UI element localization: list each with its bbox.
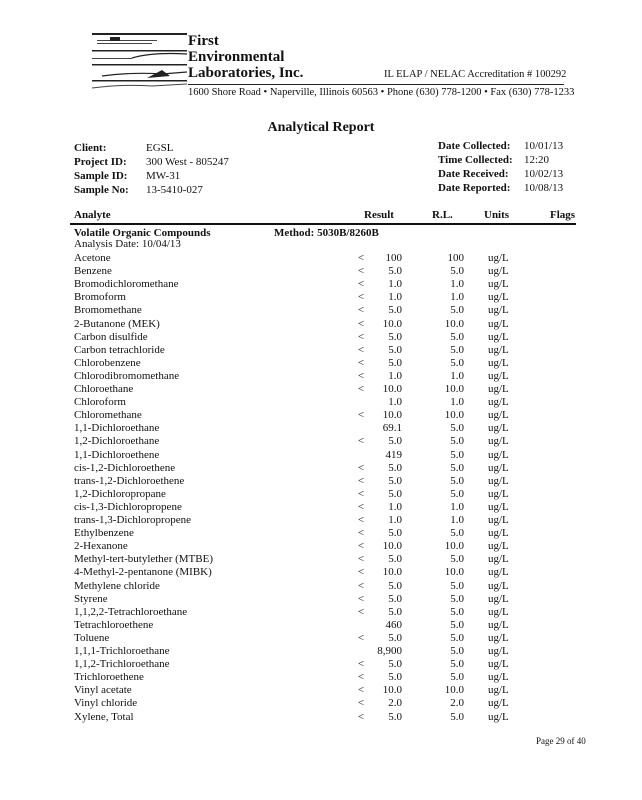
table-row bbox=[0, 632, 642, 645]
result-cell: 69.1 bbox=[382, 422, 402, 435]
analyte-cell: Chloromethane bbox=[74, 409, 142, 422]
analyte-cell: Chlorodibromomethane bbox=[74, 369, 180, 382]
result-cell: 419 bbox=[385, 448, 402, 461]
table-row bbox=[0, 422, 642, 435]
units-cell: ug/L bbox=[488, 448, 509, 461]
result-cell: 5.0 bbox=[388, 265, 402, 278]
analyte-cell: Methyl-tert-butylether (MTBE) bbox=[74, 553, 213, 566]
rl-cell: 5.0 bbox=[450, 553, 464, 566]
units-cell: ug/L bbox=[488, 356, 509, 369]
units-cell: ug/L bbox=[488, 605, 509, 618]
analyte-cell: 2-Hexanone bbox=[74, 540, 128, 553]
table-row bbox=[0, 606, 642, 619]
analyte-cell: Benzene bbox=[74, 265, 112, 278]
rl-cell: 5.0 bbox=[450, 592, 464, 605]
units-cell: ug/L bbox=[488, 684, 509, 697]
column-header-rl: R.L. bbox=[432, 209, 453, 221]
analyte-cell: Bromoform bbox=[74, 291, 126, 304]
result-cell: 5.0 bbox=[388, 658, 402, 671]
rl-cell: 5.0 bbox=[450, 435, 464, 448]
rl-cell: 5.0 bbox=[450, 527, 464, 540]
units-cell: ug/L bbox=[488, 474, 509, 487]
units-cell: ug/L bbox=[488, 566, 509, 579]
table-row bbox=[0, 396, 642, 409]
date-received-label: Date Received: bbox=[438, 168, 509, 180]
result-cell: 5.0 bbox=[388, 435, 402, 448]
rl-cell: 5.0 bbox=[450, 343, 464, 356]
qualifier-cell: < bbox=[357, 304, 365, 317]
rl-cell: 5.0 bbox=[450, 265, 464, 278]
rl-cell: 5.0 bbox=[450, 448, 464, 461]
page-number: Page 29 of 40 bbox=[536, 736, 586, 746]
section-title: Volatile Organic Compounds bbox=[74, 227, 211, 239]
qualifier-cell: < bbox=[357, 500, 365, 513]
qualifier-cell: < bbox=[357, 317, 365, 330]
table-row bbox=[0, 357, 642, 370]
analyte-cell: Toluene bbox=[74, 631, 110, 644]
units-cell: ug/L bbox=[488, 618, 509, 631]
rl-cell: 5.0 bbox=[450, 631, 464, 644]
rl-cell: 100 bbox=[447, 252, 464, 264]
analyte-cell: 1,2-Dichloropropane bbox=[74, 487, 166, 500]
table-row bbox=[0, 566, 642, 579]
column-header-result: Result bbox=[364, 209, 394, 221]
result-cell: 1.0 bbox=[388, 278, 402, 291]
analyte-cell: 1,2-Dichloroethane bbox=[74, 435, 160, 448]
table-row bbox=[0, 462, 642, 475]
date-received-value: 10/02/13 bbox=[524, 168, 564, 180]
units-cell: ug/L bbox=[488, 487, 509, 500]
rl-cell: 5.0 bbox=[450, 461, 464, 474]
client-value: EGSL bbox=[146, 142, 174, 154]
table-row bbox=[0, 331, 642, 344]
result-cell: 100 bbox=[385, 252, 402, 264]
units-cell: ug/L bbox=[488, 514, 509, 526]
analyte-cell: Chlorobenzene bbox=[74, 356, 141, 369]
rl-cell: 10.0 bbox=[444, 317, 464, 330]
rl-cell: 10.0 bbox=[444, 684, 464, 697]
report-title: Analytical Report bbox=[267, 120, 375, 135]
sample-id-value: MW-31 bbox=[146, 170, 181, 182]
qualifier-cell: < bbox=[357, 658, 365, 671]
qualifier-cell: < bbox=[357, 592, 365, 605]
result-cell: 460 bbox=[385, 618, 402, 631]
units-cell: ug/L bbox=[488, 265, 509, 278]
analyte-cell: Methylene chloride bbox=[74, 579, 160, 592]
result-cell: 10.0 bbox=[382, 317, 402, 330]
units-cell: ug/L bbox=[488, 461, 509, 474]
qualifier-cell: < bbox=[357, 291, 365, 304]
date-collected-label: Date Collected: bbox=[438, 140, 511, 152]
result-cell: 2.0 bbox=[388, 697, 402, 710]
result-cell: 10.0 bbox=[382, 383, 402, 395]
units-cell: ug/L bbox=[488, 369, 509, 382]
rl-cell: 10.0 bbox=[444, 383, 464, 395]
qualifier-cell: < bbox=[357, 710, 365, 723]
project-id-value: 300 West - 805247 bbox=[146, 156, 229, 168]
analyte-cell: Bromomethane bbox=[74, 304, 142, 317]
units-cell: ug/L bbox=[488, 592, 509, 605]
units-cell: ug/L bbox=[488, 383, 509, 395]
analyte-cell: Vinyl chloride bbox=[74, 697, 138, 710]
sample-no-value: 13-5410-027 bbox=[146, 184, 203, 196]
time-collected-value: 12:20 bbox=[524, 154, 550, 166]
analyte-cell: 2-Butanone (MEK) bbox=[74, 317, 160, 330]
analyte-cell: cis-1,2-Dichloroethene bbox=[74, 461, 176, 474]
qualifier-cell: < bbox=[357, 474, 365, 487]
units-cell: ug/L bbox=[488, 540, 509, 553]
analyte-cell: 1,1,1-Trichloroethane bbox=[74, 645, 170, 657]
result-cell: 1.0 bbox=[388, 514, 402, 526]
rl-cell: 5.0 bbox=[450, 304, 464, 317]
project-id-label: Project ID: bbox=[74, 156, 127, 168]
table-row bbox=[0, 540, 642, 553]
table-row bbox=[0, 527, 642, 540]
result-cell: 1.0 bbox=[388, 500, 402, 513]
analyte-cell: 1,1,2,2-Tetrachloroethane bbox=[74, 605, 188, 618]
table-row bbox=[0, 304, 642, 317]
rl-cell: 10.0 bbox=[444, 409, 464, 422]
result-cell: 10.0 bbox=[382, 409, 402, 422]
header-divider bbox=[188, 84, 564, 85]
table-row bbox=[0, 553, 642, 566]
rl-cell: 10.0 bbox=[444, 566, 464, 579]
result-cell: 5.0 bbox=[388, 461, 402, 474]
rl-cell: 5.0 bbox=[450, 645, 464, 657]
units-cell: ug/L bbox=[488, 343, 509, 356]
analyte-cell: 4-Methyl-2-pentanone (MIBK) bbox=[74, 566, 212, 579]
time-collected-label: Time Collected: bbox=[438, 154, 513, 166]
analyte-cell: Styrene bbox=[74, 592, 108, 605]
result-cell: 8,900 bbox=[377, 645, 402, 657]
qualifier-cell: < bbox=[357, 527, 365, 540]
result-cell: 5.0 bbox=[388, 356, 402, 369]
table-row bbox=[0, 697, 642, 710]
units-cell: ug/L bbox=[488, 278, 509, 291]
result-cell: 5.0 bbox=[388, 671, 402, 684]
analyte-cell: trans-1,2-Dichloroethene bbox=[74, 474, 185, 487]
table-row bbox=[0, 370, 642, 383]
rl-cell: 1.0 bbox=[450, 396, 464, 409]
qualifier-cell: < bbox=[357, 383, 365, 395]
analyte-cell: Bromodichloromethane bbox=[74, 278, 179, 291]
qualifier-cell: < bbox=[357, 278, 365, 291]
qualifier-cell: < bbox=[357, 409, 365, 422]
method-label: Method: 5030B/8260B bbox=[274, 227, 379, 239]
units-cell: ug/L bbox=[488, 710, 509, 723]
qualifier-cell: < bbox=[357, 514, 365, 526]
result-cell: 5.0 bbox=[388, 343, 402, 356]
result-cell: 1.0 bbox=[388, 291, 402, 304]
units-cell: ug/L bbox=[488, 697, 509, 710]
units-cell: ug/L bbox=[488, 252, 509, 264]
result-cell: 5.0 bbox=[388, 487, 402, 500]
table-row bbox=[0, 383, 642, 396]
units-cell: ug/L bbox=[488, 409, 509, 422]
units-cell: ug/L bbox=[488, 553, 509, 566]
qualifier-cell: < bbox=[357, 605, 365, 618]
result-cell: 5.0 bbox=[388, 330, 402, 343]
column-header-units: Units bbox=[484, 209, 510, 221]
qualifier-cell: < bbox=[357, 631, 365, 644]
units-cell: ug/L bbox=[488, 422, 509, 435]
rl-cell: 1.0 bbox=[450, 369, 464, 382]
table-row bbox=[0, 409, 642, 422]
table-row bbox=[0, 619, 642, 632]
rl-cell: 5.0 bbox=[450, 710, 464, 723]
rl-cell: 5.0 bbox=[450, 474, 464, 487]
qualifier-cell: < bbox=[357, 566, 365, 579]
result-cell: 5.0 bbox=[388, 710, 402, 723]
analyte-cell: Xylene, Total bbox=[74, 710, 134, 723]
result-cell: 10.0 bbox=[382, 684, 402, 697]
analyte-cell: cis-1,3-Dichloropropene bbox=[74, 500, 182, 513]
table-row bbox=[0, 658, 642, 671]
units-cell: ug/L bbox=[488, 317, 509, 330]
result-cell: 5.0 bbox=[388, 579, 402, 592]
rl-cell: 2.0 bbox=[450, 697, 464, 710]
date-reported-label: Date Reported: bbox=[438, 182, 511, 194]
units-cell: ug/L bbox=[488, 645, 509, 657]
table-row bbox=[0, 488, 642, 501]
rl-cell: 5.0 bbox=[450, 422, 464, 435]
rl-cell: 5.0 bbox=[450, 330, 464, 343]
table-row bbox=[0, 344, 642, 357]
units-cell: ug/L bbox=[488, 396, 509, 409]
sample-id-label: Sample ID: bbox=[74, 170, 128, 182]
units-cell: ug/L bbox=[488, 435, 509, 448]
company-name-line3: Laboratories, Inc. bbox=[188, 65, 304, 81]
table-row bbox=[0, 435, 642, 448]
qualifier-cell: < bbox=[357, 540, 365, 553]
qualifier-cell: < bbox=[357, 252, 365, 264]
result-cell: 5.0 bbox=[388, 605, 402, 618]
result-cell: 5.0 bbox=[388, 553, 402, 566]
units-cell: ug/L bbox=[488, 631, 509, 644]
units-cell: ug/L bbox=[488, 579, 509, 592]
analyte-cell: trans-1,3-Dichloropropene bbox=[74, 514, 191, 526]
company-address: 1600 Shore Road • Naperville, Illinois 60563 • Phone (630) 778-1200 • Fax (630) 778-1233 bbox=[188, 87, 575, 98]
analyte-cell: Tetrachloroethene bbox=[74, 618, 154, 631]
table-row bbox=[0, 252, 642, 265]
rl-cell: 5.0 bbox=[450, 579, 464, 592]
analyte-cell: Trichloroethene bbox=[74, 671, 144, 684]
table-header-divider bbox=[70, 223, 576, 225]
company-logo bbox=[92, 28, 187, 98]
units-cell: ug/L bbox=[488, 330, 509, 343]
result-cell: 5.0 bbox=[388, 592, 402, 605]
analysis-date: Analysis Date: 10/04/13 bbox=[74, 238, 181, 250]
units-cell: ug/L bbox=[488, 658, 509, 671]
analyte-cell: Vinyl acetate bbox=[74, 684, 132, 697]
qualifier-cell: < bbox=[357, 435, 365, 448]
result-cell: 5.0 bbox=[388, 304, 402, 317]
table-row bbox=[0, 318, 642, 331]
table-row bbox=[0, 449, 642, 462]
qualifier-cell: < bbox=[357, 579, 365, 592]
qualifier-cell: < bbox=[357, 265, 365, 278]
table-row bbox=[0, 645, 642, 658]
table-row bbox=[0, 593, 642, 606]
rl-cell: 5.0 bbox=[450, 605, 464, 618]
table-row bbox=[0, 671, 642, 684]
result-cell: 10.0 bbox=[382, 540, 402, 553]
analyte-cell: 1,1,2-Trichloroethane bbox=[74, 658, 170, 671]
units-cell: ug/L bbox=[488, 304, 509, 317]
column-header-flags: Flags bbox=[550, 209, 576, 221]
client-label: Client: bbox=[74, 142, 107, 154]
rl-cell: 1.0 bbox=[450, 278, 464, 291]
table-row bbox=[0, 684, 642, 697]
qualifier-cell: < bbox=[357, 330, 365, 343]
analyte-cell: Carbon disulfide bbox=[74, 330, 148, 343]
date-reported-value: 10/08/13 bbox=[524, 182, 564, 194]
qualifier-cell: < bbox=[357, 553, 365, 566]
rl-cell: 5.0 bbox=[450, 487, 464, 500]
units-cell: ug/L bbox=[488, 527, 509, 540]
result-cell: 5.0 bbox=[388, 631, 402, 644]
analyte-cell: Acetone bbox=[74, 252, 111, 264]
table-row bbox=[0, 514, 642, 527]
analyte-cell: Carbon tetrachloride bbox=[74, 343, 165, 356]
sample-no-label: Sample No: bbox=[74, 184, 129, 196]
rl-cell: 5.0 bbox=[450, 658, 464, 671]
accreditation: IL ELAP / NELAC Accreditation # 100292 bbox=[384, 69, 567, 80]
analyte-cell: 1,1-Dichloroethene bbox=[74, 448, 160, 461]
qualifier-cell: < bbox=[357, 697, 365, 710]
rl-cell: 5.0 bbox=[450, 356, 464, 369]
table-row bbox=[0, 580, 642, 593]
result-cell: 5.0 bbox=[388, 527, 402, 540]
units-cell: ug/L bbox=[488, 500, 509, 513]
analyte-cell: Ethylbenzene bbox=[74, 527, 134, 540]
rl-cell: 1.0 bbox=[450, 291, 464, 304]
qualifier-cell: < bbox=[357, 487, 365, 500]
qualifier-cell: < bbox=[357, 684, 365, 697]
rl-cell: 1.0 bbox=[450, 514, 464, 526]
qualifier-cell: < bbox=[357, 356, 365, 369]
analyte-cell: 1,1-Dichloroethane bbox=[74, 422, 160, 435]
qualifier-cell: < bbox=[357, 343, 365, 356]
column-header-analyte: Analyte bbox=[74, 209, 111, 221]
company-name-line2: Environmental bbox=[188, 49, 285, 65]
result-cell: 10.0 bbox=[382, 566, 402, 579]
table-row bbox=[0, 501, 642, 514]
result-cell: 1.0 bbox=[388, 369, 402, 382]
rl-cell: 1.0 bbox=[450, 500, 464, 513]
qualifier-cell: < bbox=[357, 671, 365, 684]
result-cell: 1.0 bbox=[388, 396, 402, 409]
table-row bbox=[0, 711, 642, 724]
result-cell: 5.0 bbox=[388, 474, 402, 487]
date-collected-value: 10/01/13 bbox=[524, 140, 564, 152]
company-name-line1: First bbox=[188, 33, 219, 49]
units-cell: ug/L bbox=[488, 671, 509, 684]
units-cell: ug/L bbox=[488, 291, 509, 304]
rl-cell: 5.0 bbox=[450, 618, 464, 631]
qualifier-cell: < bbox=[357, 461, 365, 474]
qualifier-cell: < bbox=[357, 369, 365, 382]
table-row bbox=[0, 475, 642, 488]
rl-cell: 10.0 bbox=[444, 540, 464, 553]
table-row bbox=[0, 291, 642, 304]
analyte-cell: Chloroethane bbox=[74, 383, 134, 395]
table-row bbox=[0, 265, 642, 278]
table-row bbox=[0, 278, 642, 291]
rl-cell: 5.0 bbox=[450, 671, 464, 684]
analyte-cell: Chloroform bbox=[74, 396, 126, 409]
